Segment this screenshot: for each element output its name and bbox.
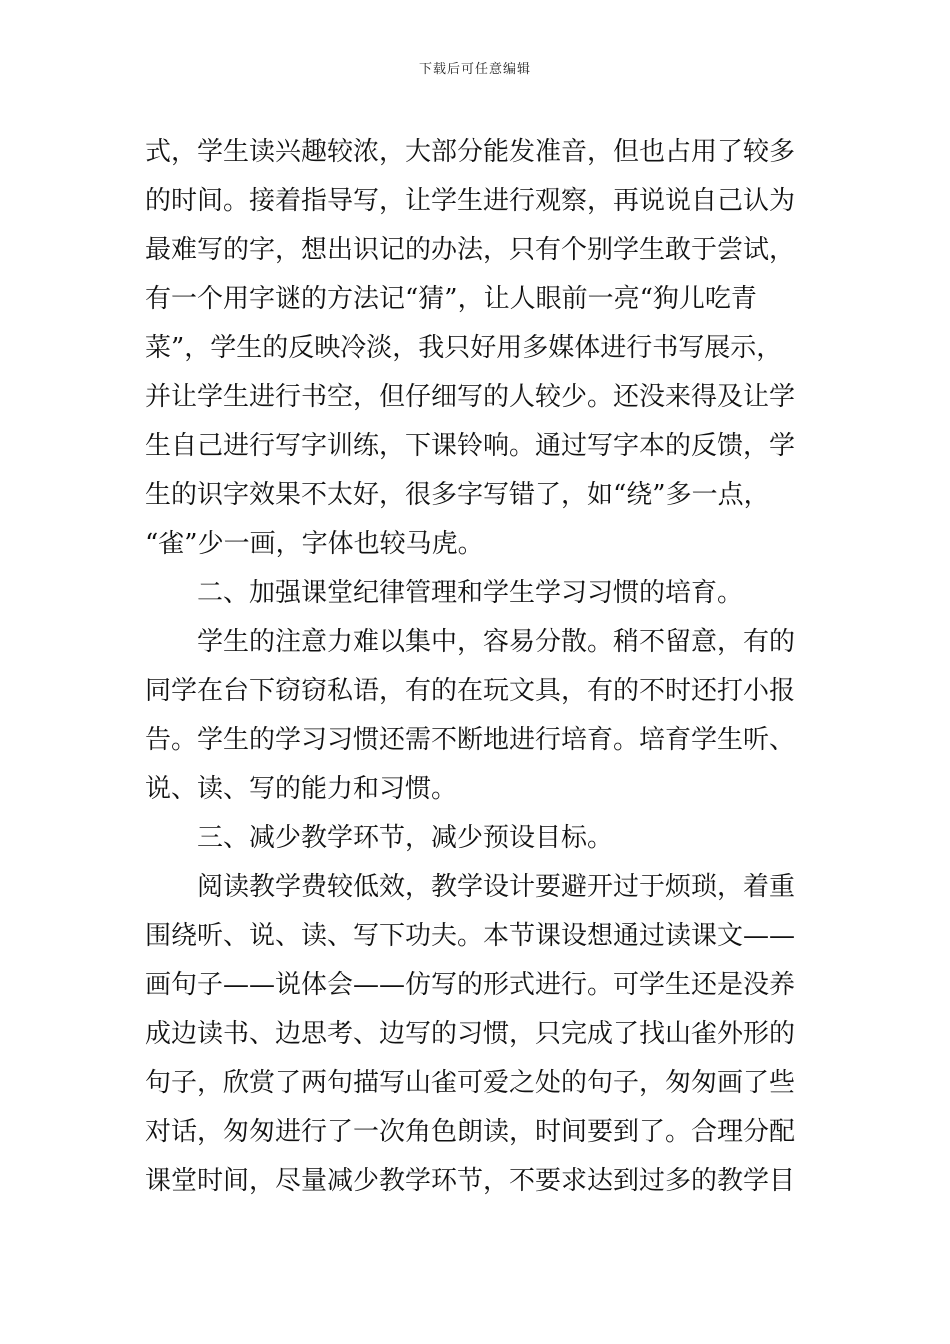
text-line: 说、读、写的能力和习惯。 xyxy=(145,774,458,804)
text-line: “雀”少一画，字体也较马虎。 xyxy=(145,529,484,559)
paragraph-first-line: 阅读教学费较低效，教学设计要避开过于烦琐，着重 xyxy=(197,872,796,902)
section-heading: 三、减少教学环节，减少预设目标。 xyxy=(197,823,614,853)
text-line: 成边读书、边思考、边写的习惯，只完成了找山雀外形的 xyxy=(145,1019,796,1049)
section-heading: 二、加强课堂纪律管理和学生学习习惯的培育。 xyxy=(197,578,744,608)
text-line: 生自己进行写字训练，下课铃响。通过写字本的反馈，学 xyxy=(145,431,796,461)
text-line: 有一个用字谜的方法记“猜”，让人眼前一亮“狗儿吃青 xyxy=(145,284,757,314)
text-line: 对话，匆匆进行了一次角色朗读，时间要到了。合理分配 xyxy=(145,1117,796,1147)
text-line: 画句子——说体会——仿写的形式进行。可学生还是没养 xyxy=(145,970,796,1000)
text-line: 句子，欣赏了两句描写山雀可爱之处的句子，匆匆画了些 xyxy=(145,1068,796,1098)
text-line: 菜”，学生的反映冷淡，我只好用多媒体进行书写展示， xyxy=(145,333,783,363)
text-line: 同学在台下窃窃私语，有的在玩文具，有的不时还打小报 xyxy=(145,676,796,706)
text-line: 最难写的字，想出识记的办法，只有个别学生敢于尝试， xyxy=(145,235,796,265)
paragraph-first-line: 学生的注意力难以集中，容易分散。稍不留意，有的 xyxy=(197,627,796,657)
text-line: 并让学生进行书空，但仔细写的人较少。还没来得及让学 xyxy=(145,382,796,412)
text-line: 告。学生的学习习惯还需不断地进行培育。培育学生听、 xyxy=(145,725,796,755)
text-line: 生的识字效果不太好，很多字写错了，如“绕”多一点， xyxy=(145,480,770,510)
text-line: 围绕听、说、读、写下功夫。本节课设想通过读课文—— xyxy=(145,921,796,951)
page-header: 下载后可任意编辑 xyxy=(418,62,531,77)
document-body xyxy=(145,128,807,1206)
text-line: 课堂时间，尽量减少教学环节，不要求达到过多的教学目 xyxy=(145,1166,796,1196)
text-line: 式，学生读兴趣较浓，大部分能发准音，但也占用了较多 xyxy=(145,137,796,167)
text-line: 的时间。接着指导写，让学生进行观察，再说说自己认为 xyxy=(145,186,796,216)
